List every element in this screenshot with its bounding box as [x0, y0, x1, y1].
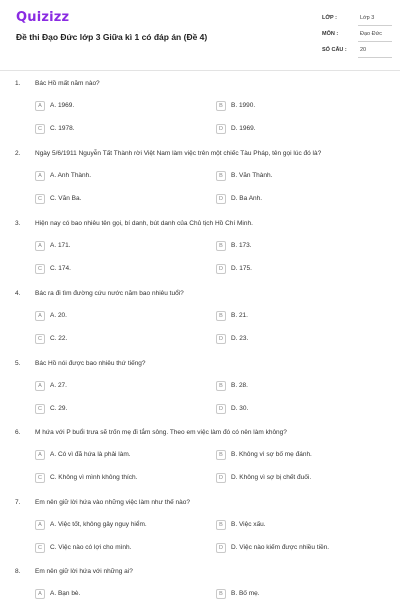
- option-letter-box[interactable]: D: [216, 194, 226, 204]
- question-block: [0, 429, 400, 499]
- meta-label: LỚP :: [322, 15, 337, 21]
- option-letter-box[interactable]: B: [216, 101, 226, 111]
- option-text: A. Có vì đã hứa là phải làm.: [50, 451, 131, 458]
- option-letter-box[interactable]: A: [35, 589, 45, 599]
- option-text: A. Bạn bè.: [50, 590, 81, 597]
- question-block: [0, 150, 400, 220]
- question-block: [0, 80, 400, 150]
- answer-option[interactable]: [216, 241, 366, 253]
- question-text: Hiện nay có bao nhiêu tên gọi, bí danh, bút danh của Chủ tịch Hồ Chí Minh.: [35, 220, 253, 227]
- answer-option[interactable]: [35, 311, 185, 323]
- option-text: A. 27.: [50, 382, 67, 389]
- question-block: [0, 220, 400, 290]
- answer-option[interactable]: [35, 404, 185, 416]
- question-text: Em nên giữ lời hứa vào những việc làm như thế nào?: [35, 499, 191, 506]
- answer-option[interactable]: [216, 171, 366, 183]
- answer-option[interactable]: [35, 520, 185, 532]
- question-text: Bác Hồ nói được bao nhiêu thứ tiếng?: [35, 360, 146, 367]
- answer-option[interactable]: [216, 381, 366, 393]
- question-block: [0, 499, 400, 569]
- option-text: D. Ba Anh.: [231, 195, 263, 202]
- answer-option[interactable]: [216, 543, 366, 555]
- meta-row-count: [322, 44, 392, 60]
- option-text: B. Bố mẹ.: [231, 590, 260, 597]
- option-letter-box[interactable]: A: [35, 241, 45, 251]
- answer-option[interactable]: [216, 194, 366, 206]
- quizizz-logo: Quizizz: [16, 10, 70, 25]
- option-text: C. Việc nào có lợi cho mình.: [50, 544, 132, 551]
- option-letter-box[interactable]: C: [35, 473, 45, 483]
- answer-option[interactable]: [35, 450, 185, 462]
- option-letter-box[interactable]: D: [216, 264, 226, 274]
- option-text: D. Việc nào kiếm được nhiều tiền.: [231, 544, 330, 551]
- option-text: B. 1990.: [231, 102, 256, 109]
- option-letter-box[interactable]: B: [216, 171, 226, 181]
- meta-underline: [358, 25, 392, 26]
- answer-option[interactable]: [216, 404, 366, 416]
- question-number: 5.: [15, 360, 21, 367]
- option-letter-box[interactable]: B: [216, 311, 226, 321]
- question-block: [0, 290, 400, 360]
- question-number: 8.: [15, 568, 21, 575]
- option-letter-box[interactable]: D: [216, 124, 226, 134]
- option-text: C. 174.: [50, 265, 71, 272]
- option-text: B. 28.: [231, 382, 248, 389]
- option-letter-box[interactable]: B: [216, 450, 226, 460]
- answer-option[interactable]: [216, 473, 366, 485]
- option-text: A. 171.: [50, 242, 71, 249]
- option-text: A. Anh Thành.: [50, 172, 92, 179]
- answer-option[interactable]: [216, 124, 366, 136]
- option-text: C. Văn Ba.: [50, 195, 82, 202]
- option-letter-box[interactable]: B: [216, 241, 226, 251]
- option-text: D. 23.: [231, 335, 249, 342]
- option-text: B. Văn Thành.: [231, 172, 273, 179]
- answer-option[interactable]: [35, 124, 185, 136]
- option-letter-box[interactable]: D: [216, 334, 226, 344]
- question-text: Bác ra đi tìm đường cứu nước năm bao nhiêu tuổi?: [35, 290, 184, 297]
- option-letter-box[interactable]: B: [216, 381, 226, 391]
- answer-option[interactable]: [35, 264, 185, 276]
- option-text: A. 20.: [50, 312, 67, 319]
- option-text: B. 21.: [231, 312, 248, 319]
- meta-panel: [322, 12, 392, 60]
- answer-option[interactable]: [216, 589, 366, 600]
- option-text: C. Không vì mình không thích.: [50, 474, 138, 481]
- question-text: M hứa với P buổi trưa sẽ trốn mẹ đi tắm sông. Theo em việc làm đó có nên làm không?: [35, 429, 287, 436]
- option-letter-box[interactable]: C: [35, 543, 45, 553]
- answer-option[interactable]: [35, 171, 185, 183]
- option-letter-box[interactable]: A: [35, 450, 45, 460]
- option-text: D. 175.: [231, 265, 252, 272]
- option-text: B. Việc xấu.: [231, 521, 266, 528]
- meta-underline: [358, 57, 392, 58]
- question-text: Ngày 5/6/1911 Nguyễn Tất Thành rời Việt Nam làm việc trên một chiếc Tàu Pháp, tên gọi lúc đó là?: [35, 150, 322, 157]
- question-number: 7.: [15, 499, 21, 506]
- answer-option[interactable]: [35, 101, 185, 113]
- answer-option[interactable]: [216, 101, 366, 113]
- option-letter-box[interactable]: A: [35, 520, 45, 530]
- question-number: 4.: [15, 290, 21, 297]
- answer-option[interactable]: [35, 334, 185, 346]
- question-number: 6.: [15, 429, 21, 436]
- option-letter-box[interactable]: D: [216, 473, 226, 483]
- option-letter-box[interactable]: C: [35, 194, 45, 204]
- answer-option[interactable]: [35, 194, 185, 206]
- meta-label: SỐ CÂU :: [322, 47, 347, 53]
- option-text: C. 22.: [50, 335, 68, 342]
- option-letter-box[interactable]: A: [35, 311, 45, 321]
- meta-value: Lớp 3: [360, 15, 375, 21]
- option-letter-box[interactable]: A: [35, 381, 45, 391]
- question-block: [0, 360, 400, 430]
- option-text: B. Không vì sợ bố mẹ đánh.: [231, 451, 312, 458]
- answer-option[interactable]: [216, 264, 366, 276]
- answer-option[interactable]: [35, 241, 185, 253]
- answer-option[interactable]: [216, 520, 366, 532]
- question-number: 1.: [15, 80, 21, 87]
- answer-option[interactable]: [35, 473, 185, 485]
- option-text: A. Việc tốt, không gây nguy hiểm.: [50, 521, 147, 528]
- worksheet-header: [0, 0, 400, 70]
- meta-value: 20: [360, 47, 367, 53]
- option-text: C. 1978.: [50, 125, 75, 132]
- answer-option[interactable]: [35, 543, 185, 555]
- option-text: D. Không vì sợ bị chết đuối.: [231, 474, 312, 481]
- answer-option[interactable]: [35, 589, 185, 600]
- option-letter-box[interactable]: C: [35, 264, 45, 274]
- header-divider: [0, 70, 400, 71]
- answer-option[interactable]: [216, 311, 366, 323]
- meta-label: MÔN :: [322, 31, 339, 37]
- option-letter-box[interactable]: A: [35, 101, 45, 111]
- option-text: A. 1969.: [50, 102, 75, 109]
- option-letter-box[interactable]: C: [35, 124, 45, 134]
- question-number: 2.: [15, 150, 21, 157]
- page-title: Đề thi Đạo Đức lớp 3 Giữa kì 1 có đáp án (Đề 4): [16, 32, 208, 42]
- option-text: D. 30.: [231, 405, 249, 412]
- option-text: D. 1969.: [231, 125, 256, 132]
- option-letter-box[interactable]: B: [216, 520, 226, 530]
- meta-row-class: [322, 12, 392, 28]
- option-text: C. 29.: [50, 405, 68, 412]
- answer-option[interactable]: [216, 450, 366, 462]
- question-text: Em nên giữ lời hứa với những ai?: [35, 568, 133, 575]
- option-letter-box[interactable]: A: [35, 171, 45, 181]
- answer-option[interactable]: [216, 334, 366, 346]
- question-number: 3.: [15, 220, 21, 227]
- option-letter-box[interactable]: D: [216, 404, 226, 414]
- option-letter-box[interactable]: D: [216, 543, 226, 553]
- option-letter-box[interactable]: B: [216, 589, 226, 599]
- option-text: B. 173.: [231, 242, 252, 249]
- meta-value: Đạo Đức: [360, 31, 383, 37]
- option-letter-box[interactable]: C: [35, 334, 45, 344]
- answer-option[interactable]: [35, 381, 185, 393]
- meta-row-subject: [322, 28, 392, 44]
- option-letter-box[interactable]: C: [35, 404, 45, 414]
- meta-underline: [358, 41, 392, 42]
- question-block: [0, 568, 400, 600]
- question-text: Bác Hồ mất năm nào?: [35, 80, 100, 87]
